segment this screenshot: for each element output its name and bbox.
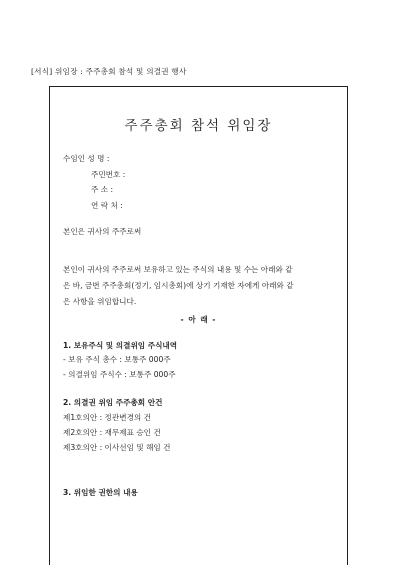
section2-item: 제3호의안 : 이사선임 및 해임 건	[63, 443, 171, 452]
section2-heading: 2. 의결권 위임 주주총회 안건	[63, 398, 163, 407]
section2-item: 제1호의안 : 정관변경의 건	[63, 413, 151, 422]
intro-text: 본인은 귀사의 주주로써	[63, 227, 142, 236]
section2-item: 제2호의안 : 재무제표 승인 건	[63, 428, 161, 437]
notice-mark: - 아 래 -	[180, 315, 217, 324]
delegate-name-label: 수임인 성 명 :	[63, 154, 110, 163]
section1-item: - 의결위임 주식수 : 보통주 000주	[63, 370, 176, 379]
body-line: 은 사항을 위임합니다.	[63, 297, 137, 306]
section3-heading: 3. 위임한 권한의 내용	[63, 488, 138, 497]
body-line: 본인이 귀사의 주주로써 보유하고 있는 주식의 내용 및 수는 아래와 같	[63, 265, 293, 274]
document-title: 주주총회 참석 위임장	[124, 118, 273, 134]
section1-item: - 보유 주식 총수 : 보통주 000주	[63, 355, 171, 364]
form-label: [서식] 위임장 : 주주총회 참석 및 의결권 행사	[31, 67, 187, 76]
delegate-contact-label: 연 락 처 :	[91, 201, 123, 210]
delegate-id-label: 주민번호 :	[91, 170, 126, 179]
delegate-address-label: 주 소 :	[91, 185, 114, 194]
body-line: 은 바, 금번 주주총회(정기, 임시총회)에 상기 기재한 자에게 아래와 같	[63, 281, 294, 290]
section1-heading: 1. 보유주식 및 의결위임 주식내역	[63, 341, 178, 350]
document-frame	[49, 86, 348, 565]
